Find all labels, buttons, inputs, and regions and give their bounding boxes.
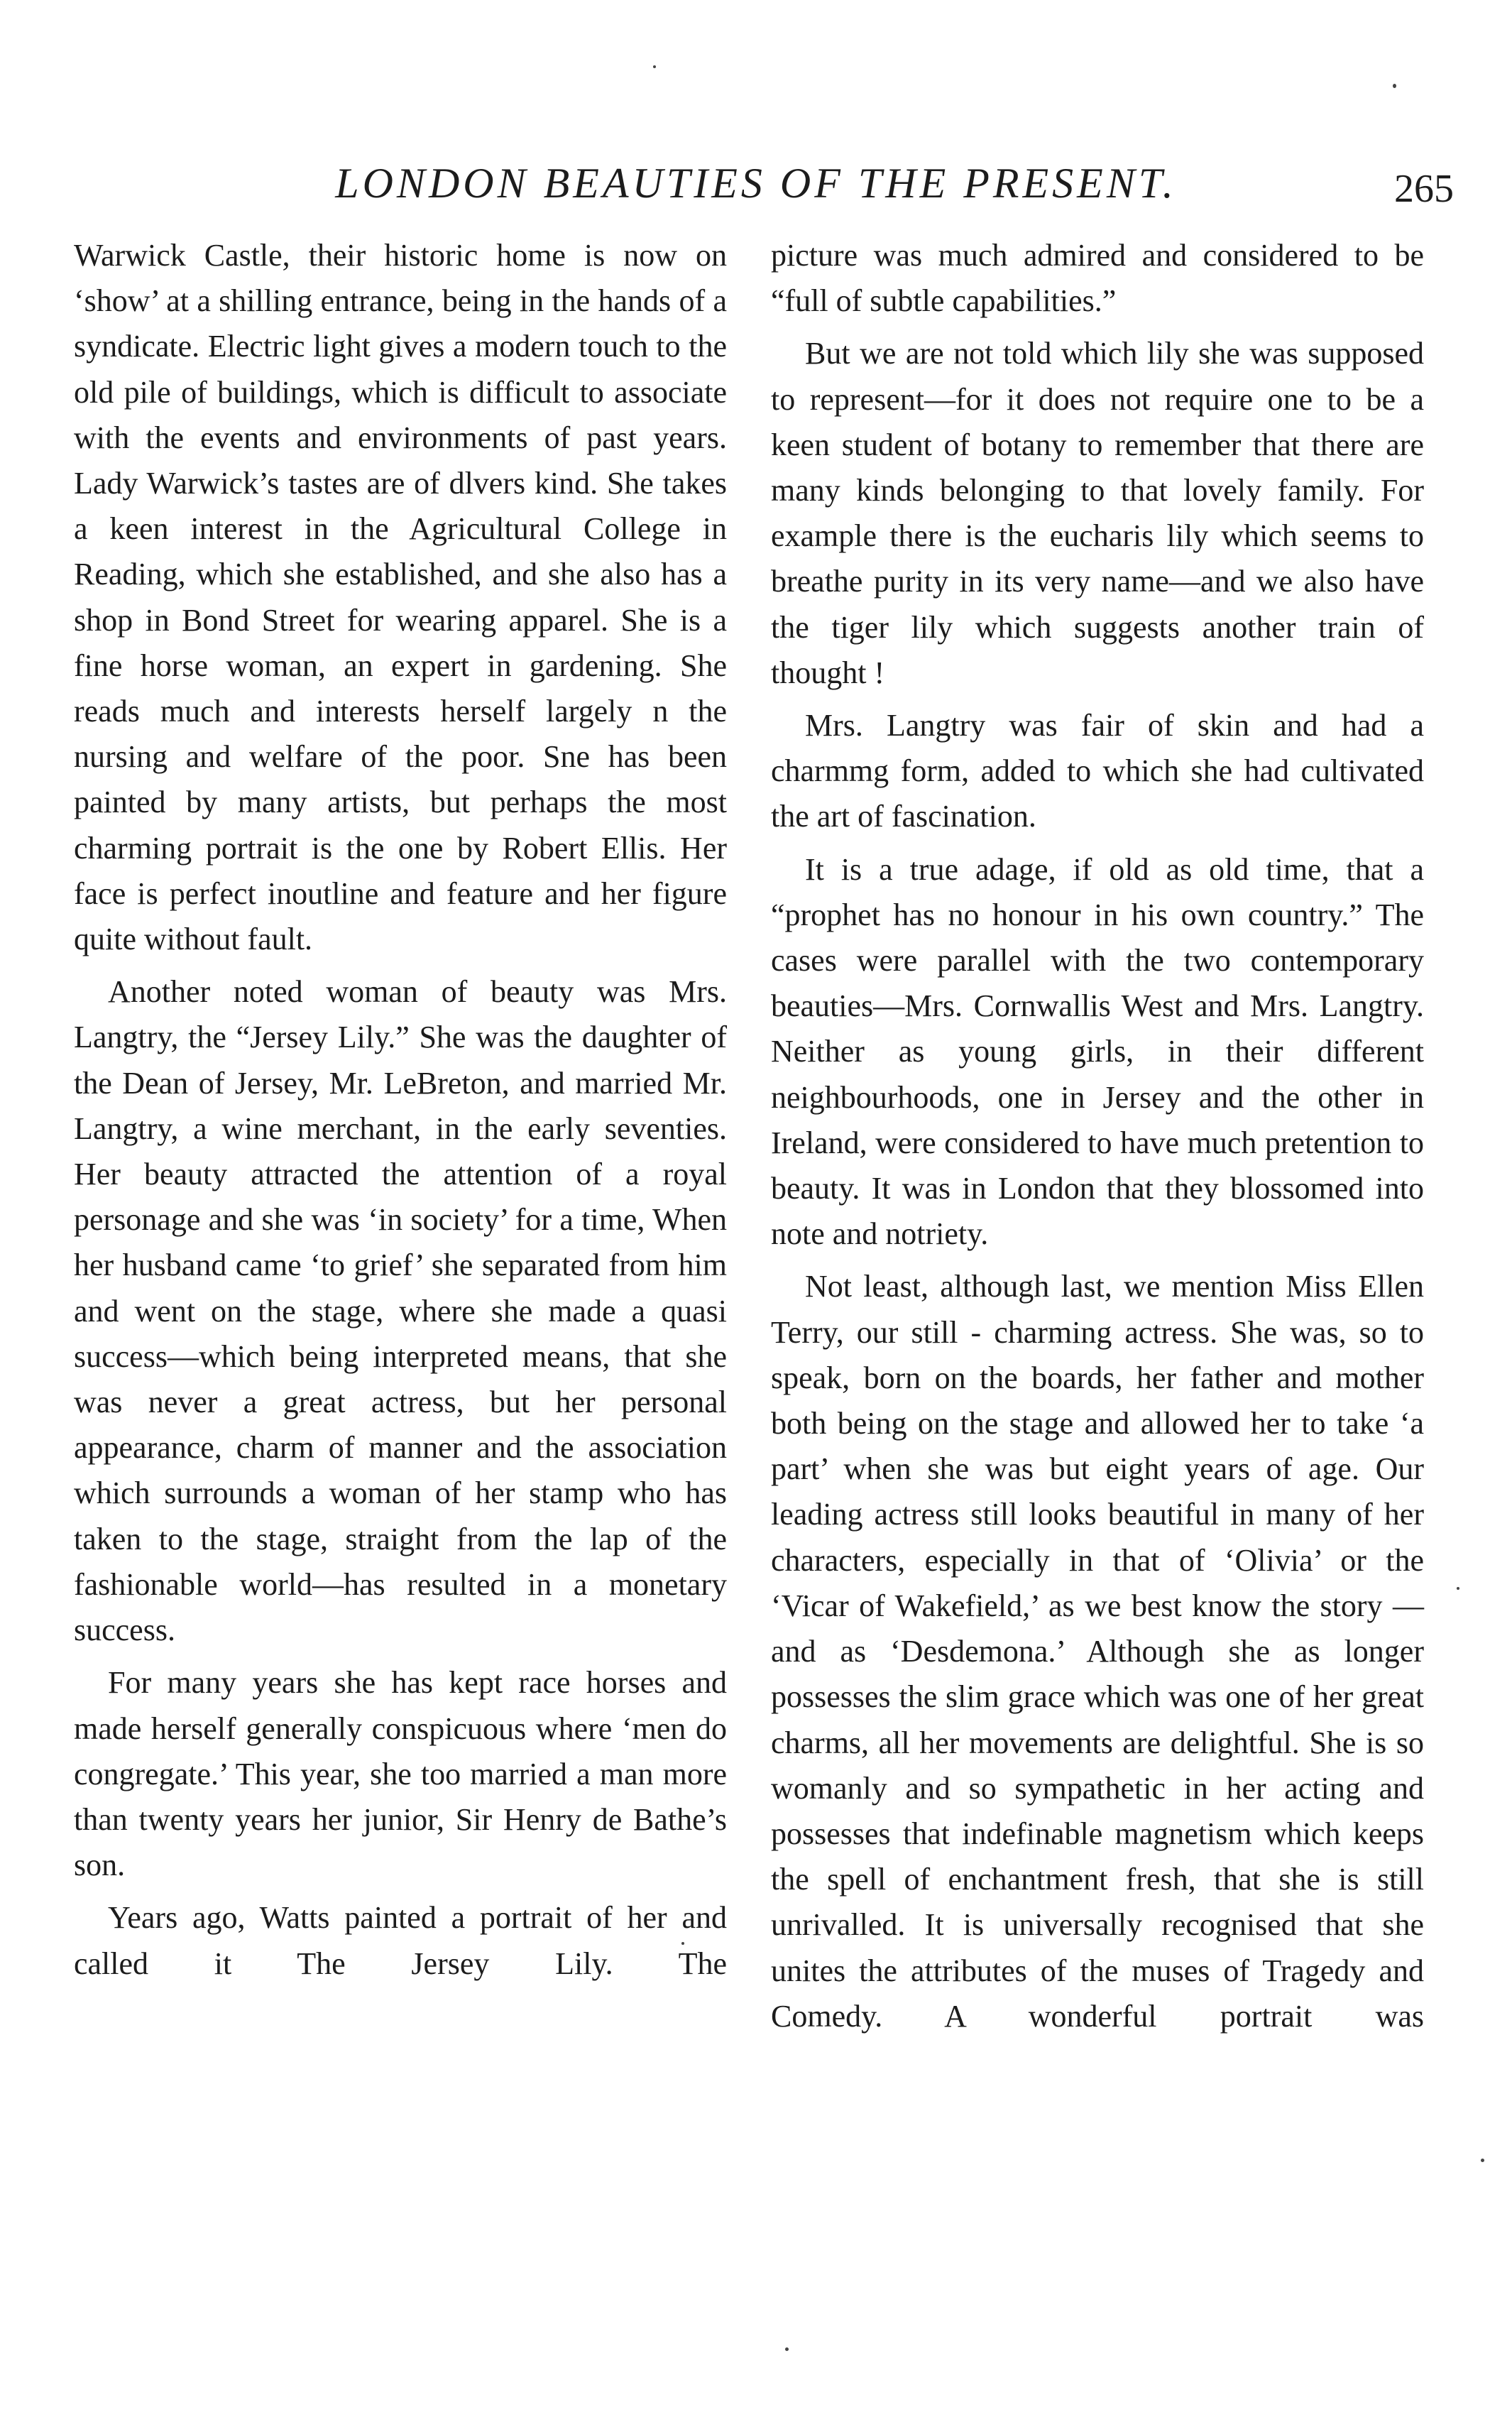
paragraph: But we are not told which lily she was supposed to represent—for it does not require one to be a keen student of botany to remember that there are many kinds belonging to that lovely family. For example there is the eucharis lily which seems to breathe purity in its very name—and we also have the tiger lily which suggests another train of thought !	[771, 336, 1424, 690]
paragraph: For many years she has kept race horses and made herself generally conspicuous where ‘men do congregate.’ This year, she too married a man more than twenty years her junior, Sir Henry de Bathe’s son.	[74, 1665, 727, 1883]
print-speck	[653, 65, 656, 68]
print-speck	[681, 1942, 684, 1945]
paragraph: Not least, although last, we mention Miss Ellen Terry, our still - charming actress. She was, so to speak, born on the boards, her father and mother both being on the stage and allowed her to take ‘a part’ when she was but eight years of age. Our leading actress still looks beautiful in many of her characters, especially in that of ‘Olivia’ or the ‘Vicar of Wakefield,’ as we best know the story —and as ‘Desdemona.’ Although she as longer possesses the slim grace which was one of her great charms, all her movements are delightful. She is so womanly and so sympathetic in her acting and possesses that indefinable magnetism which keeps the spell of enchantment fresh, that she is still unrivalled. It is universally recognised that she unites the attributes of the muses of Tragedy and Comedy. A wonderful portrait was	[771, 1269, 1424, 2034]
page-number: 265	[1394, 167, 1454, 211]
paragraph: It is a true adage, if old as old time, that a “prophet has no honour in his own country.” The cases were parallel with the two contemporary beauties—Mrs. Cornwallis West and Mrs. Langtry. Neither as young girls, in their different neighbourhoods, one in Jersey and the other in Ireland, were considered to have much pretention to beauty. It was in London that they blossomed into note and notriety.	[771, 851, 1424, 1252]
paragraph: picture was much admired and considered to be “full of subtle capabilities.”	[771, 238, 1424, 319]
paragraph: Years ago, Watts painted a portrait of her and called it The Jersey Lily. The	[74, 1900, 727, 1981]
paragraph: Another noted woman of beauty was Mrs. Langtry, the “Jersey Lily.” She was the daughter of the Dean of Jersey, Mr. LeBreton, and married Mr. Langtry, a wine merchant, in the early seventies. Her beauty attracted the attention of a royal personage and she was ‘in society’ for a time, When her husband came ‘to grief’ she separated from him and went on the stage, where she made a quasi success—which being interpreted means, that she was never a great actress, but her personal appearance, charm of manner and the association which surrounds a woman of her stamp who has taken to the stage, straight from the lap of the fashionable world—has resulted in a monetary success.	[74, 974, 727, 1648]
running-title: LONDON BEAUTIES OF THE PRESENT.	[335, 160, 1177, 207]
left-column	[74, 233, 727, 1994]
paragraph: Warwick Castle, their historic home is now on ‘show’ at a shilling entrance, being in the hands of a syndicate. Electric light gives a modern touch to the old pile of buildings, which is difficult to associate with the events and environments of past years. Lady Warwick’s tastes are of dlvers kind. She takes a keen interest in the Agricultural College in Reading, which she established, and she also has a shop in Bond Street for wearing apparel. She is a fine horse woman, an expert in gardening. She reads much and interests herself largely n the nursing and welfare of the poor. Sne has been painted by many artists, but perhaps the most charming portrait is the one by Robert Ellis. Her face is perfect inoutline and feature and her figure quite without fault.	[74, 238, 727, 957]
print-speck	[785, 2347, 789, 2351]
print-speck	[1481, 2159, 1484, 2162]
print-speck	[1393, 84, 1396, 88]
paragraph: Mrs. Langtry was fair of skin and had a charmmg form, added to which she had cultivated the art of fascination.	[771, 708, 1424, 834]
right-column	[771, 233, 1424, 2046]
print-speck	[1457, 1587, 1459, 1590]
